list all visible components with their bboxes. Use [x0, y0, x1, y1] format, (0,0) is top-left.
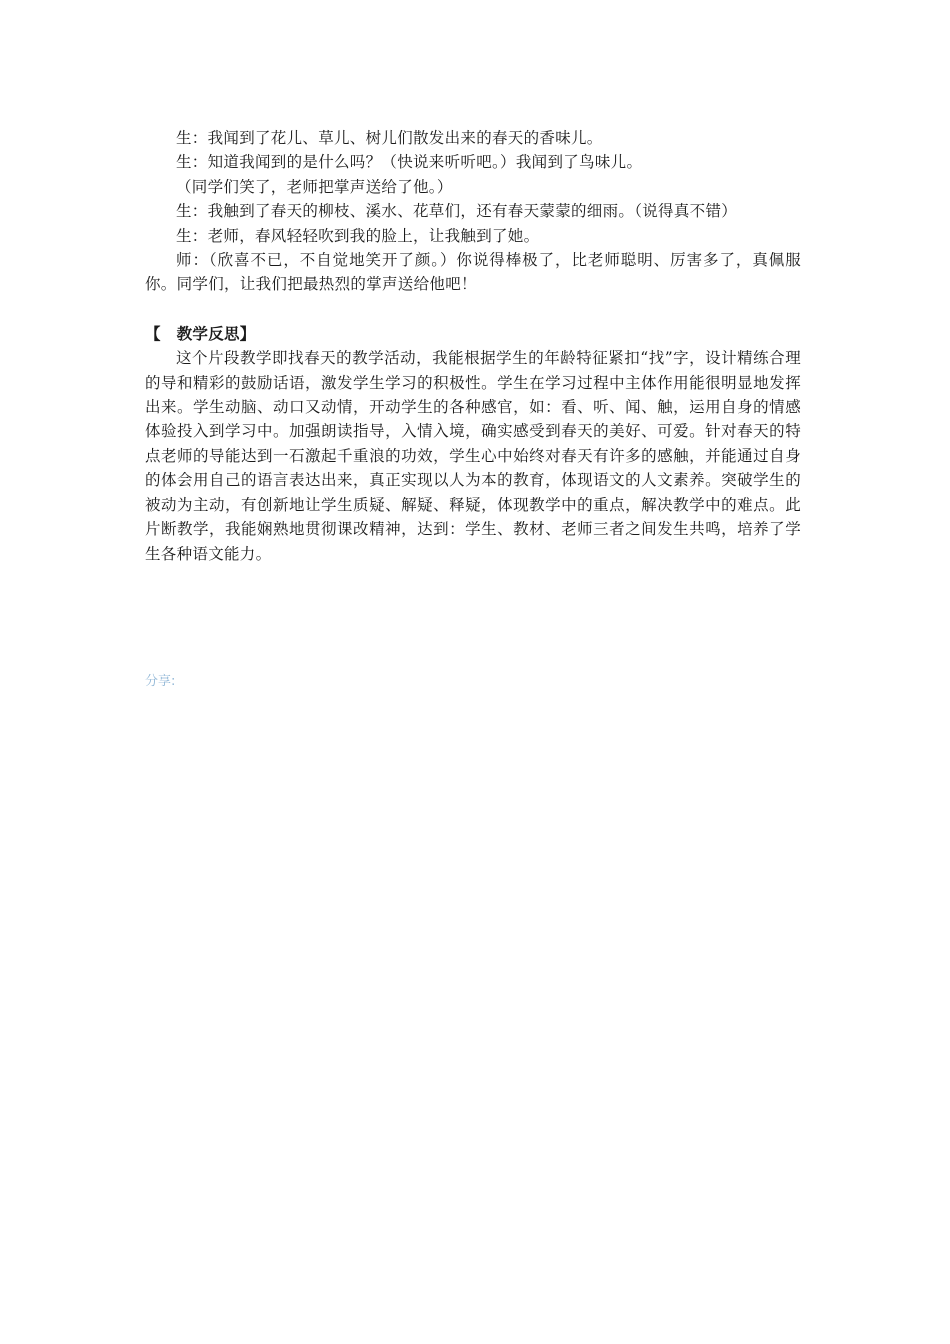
dialogue-line-2: 生：知道我闻到的是什么吗？（快说来听听吧。）我闻到了鸟味儿。 — [176, 153, 643, 172]
reflection-heading: 【 教学反思】 — [145, 323, 256, 343]
reflection-body: 这个片段教学即找春天的教学活动，我能根据学生的年龄特征紧扣“找”字，设计精练合理的导和精彩的鼓励话语，激发学生学习的积极性。学生在学习过程中主体作用能很明显地发挥出来。学生动脑、动口又动情，开动学生的各种感官，如：看、听、闻、触，运用自身的情感体验投入到学习中。加强朗读指导，入情入境，确实感受到春天的美好、可爱。针对春天的特点老师的导能达到一石激起千重浪的功效，学生心中始终对春天有许多的感触，并能通过自身的体会用自己的语言表达出来，真正实现以人为本的教育，体现语文的人文素养。突破学生的被动为主动，有创新地让学生质疑、解疑、释疑，体现教学中的重点，解决教学中的难点。此片断教学，我能娴熟地贯彻课改精神，达到：学生、教材、老师三者之间发生共鸣，培养了学生各种语文能力。 — [145, 349, 801, 563]
section-spacer — [145, 297, 801, 322]
dialogue-line-6: 师：（欣喜不已，不自觉地笑开了颜。）你说得棒极了，比老师聪明、厉害多了，真佩服你。同学们，让我们把最热烈的掌声送给他吧！ — [145, 251, 801, 294]
dialogue-line-1: 生：我闻到了花儿、草儿、树儿们散发出来的春天的香味儿。 — [176, 129, 603, 147]
dialogue-line-3: （同学们笑了，老师把掌声送给了他。） — [176, 177, 453, 196]
document-body — [145, 126, 801, 566]
dialogue-line-4: 生：我触到了春天的柳枝、溪水、花草们，还有春天蒙蒙的细雨。（说得真不错） — [176, 202, 738, 221]
share-link[interactable]: 分享: — [145, 674, 176, 689]
dialogue-line-5: 生：老师，春风轻轻吹到我的脸上，让我触到了她。 — [176, 226, 540, 245]
